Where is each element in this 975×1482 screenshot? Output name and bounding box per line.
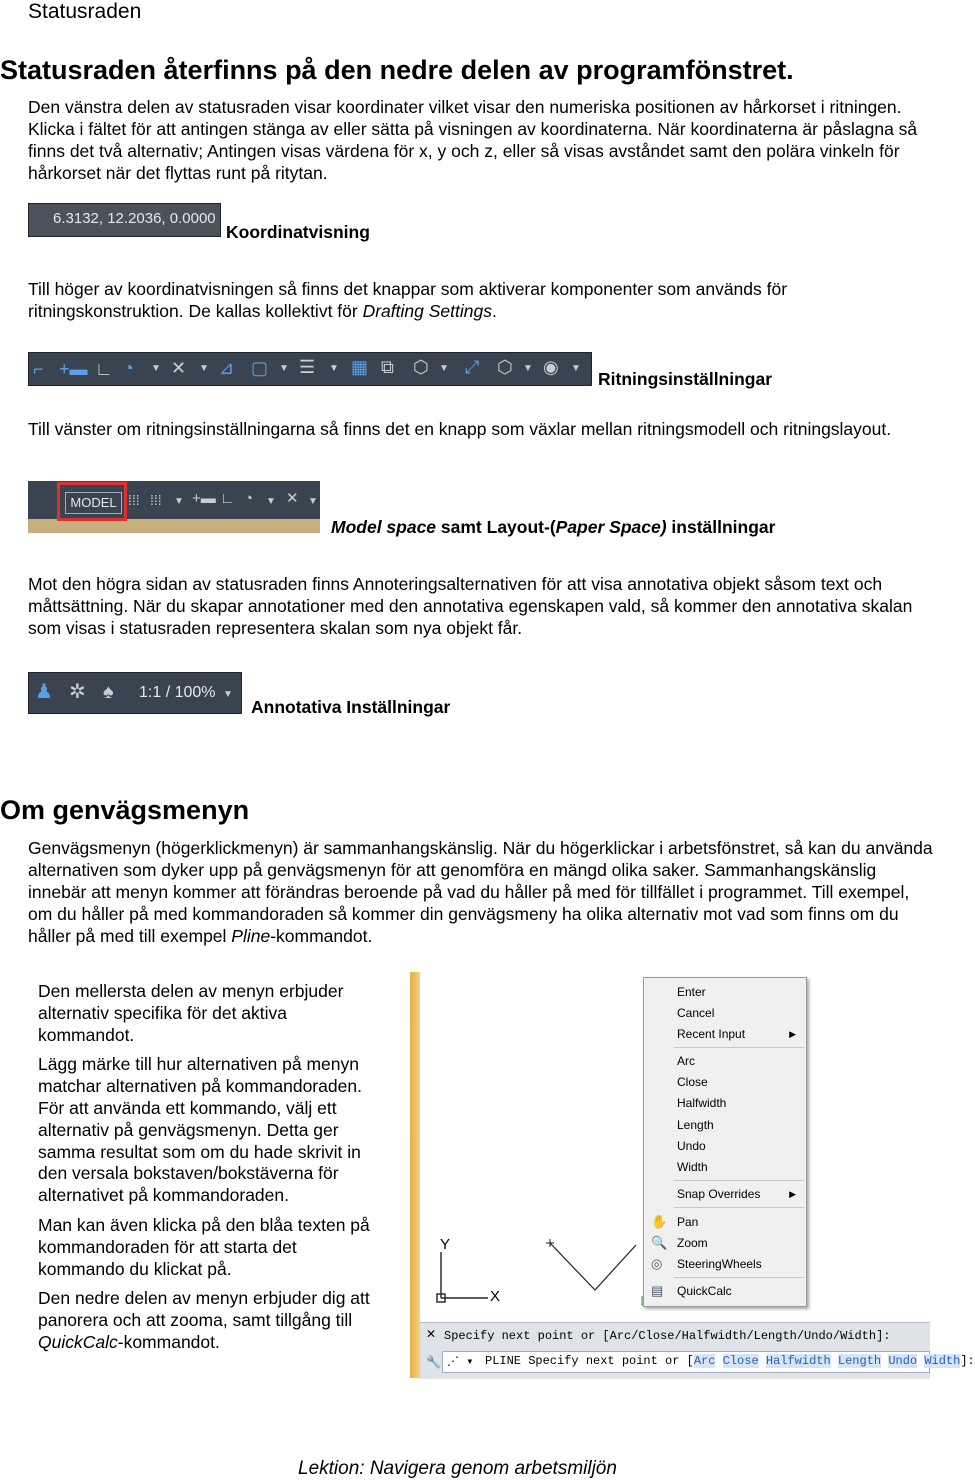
model-button[interactable] — [57, 482, 127, 521]
command-option-width[interactable]: Width — [924, 1354, 961, 1368]
object-snap-tracking-icon[interactable]: ✕ — [171, 358, 187, 378]
menu-item-snap-overrides[interactable]: Snap Overrides — [677, 1187, 761, 1201]
menu-separator — [674, 1277, 804, 1278]
selection-cycling-icon[interactable]: ⧉ — [381, 357, 394, 377]
snap-mode-icon[interactable]: +▬ — [59, 359, 88, 379]
isometric-icon[interactable]: ⬡ — [497, 357, 513, 377]
wrench-icon[interactable]: 🔧 — [426, 1355, 441, 1369]
transparency-icon[interactable]: ▦ — [351, 357, 369, 377]
axis-x-label: X — [490, 1288, 501, 1305]
side-notes: Den mellersta delen av menyn erbjuder alternativ specifika för det aktiva kommandot. Lägg märke till hur alternativen på menyn matchar alternativen på kommandoraden. För att använda ett kommando, välj ett alternativ på genvägsmenyn. Detta ger samma resultat som om du hade skrivit in den versala bokstaven/bokstäverna för alternativet på kommandoraden. Man kan även klicka på den blåa texten på kommandoraden för att starta det kommando du klickat på. Den nedre delen av menyn erbjuder dig att panorera och att zooma, samt tillgång till QuickCalc-kommandot. — [38, 981, 370, 1352]
chevron-down-icon[interactable]: ▼ — [223, 689, 233, 700]
object-snap-tracking-icon[interactable]: ✕ — [286, 490, 299, 507]
command-line[interactable] — [420, 1322, 975, 1379]
axis-y-label: Y — [440, 1236, 451, 1253]
pan-icon: ✋ — [651, 1214, 668, 1229]
drafting-settings-toolbar — [28, 352, 592, 386]
chevron-down-icon[interactable]: ▼ — [279, 363, 289, 374]
paragraph-coordinates: Den vänstra delen av statusraden visar koordinater vilket visar den numeriska positionen av hårkorset i ritningen. Klicka i fältet för att antingen stänga av eller sätta på visningen av koordinaterna. När koordinaterna är påslagna så finns det två alternativ; Antingen visas värdena för x, y och z, eller så visas avståndet samt den polära vinkeln för hårkorset när det flyttas runt på ritytan. — [28, 97, 918, 183]
lineweight-icon[interactable]: ☰ — [299, 357, 316, 377]
menu-item-length[interactable]: Length — [677, 1118, 714, 1132]
menu-item-quickcalc[interactable]: QuickCalc — [677, 1284, 732, 1298]
menu-item-halfwidth[interactable]: Halfwidth — [677, 1096, 727, 1110]
paragraph-annotation: Mot den högra sidan av statusraden finns Annoteringsalternativen för att visa annotativa objekt såsom text och måttsättning. När du skapar annotationer med den annotativa egenskapen vald, så kommer den annotativa skalan som visas i statusraden representera skalan som nya objekt får. — [28, 574, 913, 638]
menu-item-arc[interactable]: Arc — [677, 1054, 695, 1068]
command-input[interactable] — [442, 1351, 975, 1373]
grid-icon[interactable]: ⁞⁞⁞ — [128, 492, 140, 508]
menu-item-undo[interactable]: Undo — [677, 1139, 706, 1153]
ortho-mode-icon[interactable]: ∟ — [95, 359, 113, 379]
command-option-close[interactable]: Close — [722, 1354, 759, 1368]
close-icon[interactable]: ✕ — [426, 1327, 437, 1341]
page-header: Statusraden — [28, 0, 142, 23]
auto-scale-icon[interactable]: ✲ — [69, 681, 86, 703]
steering-wheels-icon: ◎ — [651, 1256, 663, 1271]
menu-item-enter[interactable]: Enter — [677, 985, 706, 999]
command-option-halfwidth[interactable]: Halfwidth — [765, 1354, 831, 1368]
menu-separator — [674, 1207, 804, 1208]
chevron-down-icon[interactable]: ▼ — [329, 363, 339, 374]
annotation-toolbar — [28, 672, 242, 714]
menu-item-pan[interactable]: Pan — [677, 1215, 699, 1229]
infer-constraints-icon[interactable]: ⌐ — [33, 359, 44, 379]
menu-item-width[interactable]: Width — [677, 1160, 708, 1174]
snap-mode-icon[interactable]: +▬ — [192, 490, 216, 507]
section-heading-genvagsmenyn: Om genvägsmenyn — [0, 795, 250, 825]
menu-item-steeringwheels[interactable]: SteeringWheels — [677, 1257, 762, 1271]
annotation-visibility-icon[interactable]: ♟ — [35, 681, 53, 703]
ortho-mode-icon[interactable]: ∟ — [220, 490, 235, 507]
chevron-down-icon[interactable]: ▼ — [151, 363, 161, 374]
menu-item-close[interactable]: Close — [677, 1075, 708, 1089]
chevron-down-icon[interactable]: ▼ — [266, 496, 276, 507]
command-prompt-icon: ⋰ ▾ — [447, 1355, 474, 1369]
command-prompt-text: PLINE Specify next point or [Arc Close Halfwidth Length Undo Width]: — [485, 1354, 975, 1368]
gizmo-icon[interactable]: ◉ — [543, 357, 559, 377]
command-option-undo[interactable]: Undo — [888, 1354, 918, 1368]
chevron-down-icon[interactable]: ▼ — [174, 496, 184, 507]
page-footer: Lektion: Navigera genom arbetsmiljön — [298, 1458, 617, 1479]
caption-annotation: Annotativa Inställningar — [251, 697, 451, 717]
command-option-arc[interactable]: Arc — [693, 1354, 716, 1368]
menu-separator — [674, 1180, 804, 1181]
command-option-length[interactable]: Length — [837, 1354, 882, 1368]
caption-model-layout: Model space samt Layout-(Paper Space) inställningar — [331, 517, 776, 537]
annotation-scale-icon[interactable]: ♠ — [103, 681, 114, 703]
caption-drafting-settings: Ritningsinställningar — [598, 369, 773, 389]
polar-tracking-icon[interactable]: ◔ — [123, 358, 134, 378]
submenu-arrow-icon: ▶ — [789, 1189, 796, 1199]
polar-tracking-icon[interactable]: ◔ — [244, 490, 254, 507]
menu-item-recent-input[interactable]: Recent Input — [677, 1027, 746, 1041]
dynamic-ucs-icon[interactable]: ⊿ — [219, 358, 235, 378]
paragraph-drafting-settings: Till höger av koordinatvisningen så finns det knappar som aktiverar komponenter som används för ritningskonstruktion. De kallas kollektivt för Drafting Settings. — [28, 279, 788, 321]
chevron-down-icon[interactable]: ▼ — [199, 363, 209, 374]
section-heading-statusraden: Statusraden återfinns på den nedre delen av programfönstret. — [0, 55, 794, 85]
menu-separator — [674, 1047, 804, 1048]
chevron-down-icon[interactable]: ▼ — [308, 496, 318, 507]
paragraph-shortcut-menu: Genvägsmenyn (högerklickmenyn) är sammanhangskänslig. När du högerklickar i arbetsfönstret, så kan du använda alternativen som dyker upp på genvägsmenyn för att genomföra en mängd olika saker. Sammanhangskänslig innebär att menyn kommer att förändras beroende på vad du håller på med för tillfället i programmet. Till exempel, om du håller på med kommandoraden så kommer din genvägsmeny ha olika alternativ mot vad som finns om du håller på med till exempel Pline-kommandot. — [28, 838, 933, 946]
annotation-scale-value[interactable]: 1:1 / 100% — [139, 684, 216, 701]
caption-coordinates: Koordinatvisning — [226, 222, 370, 242]
chevron-down-icon[interactable]: ▼ — [523, 363, 533, 374]
zoom-icon: 🔍 — [651, 1235, 668, 1250]
window-edge — [410, 972, 420, 1378]
menu-item-cancel[interactable]: Cancel — [677, 1006, 715, 1020]
ucs-icon — [437, 1252, 488, 1302]
grid-display-icon[interactable]: ⁞⁞⁞ — [150, 492, 162, 508]
menu-item-zoom[interactable]: Zoom — [677, 1236, 708, 1250]
calculator-icon: ▤ — [651, 1283, 664, 1298]
paragraph-model-layout: Till vänster om ritningsinställningarna så finns det en knapp som växlar mellan ritningsmodell och ritningslayout. — [28, 419, 892, 439]
coordinate-display[interactable] — [28, 203, 221, 237]
polyline-segment — [550, 1243, 636, 1290]
context-menu — [643, 977, 807, 1307]
command-history-line: Specify next point or [Arc/Close/Halfwidth/Length/Undo/Width]: — [444, 1329, 891, 1343]
chevron-down-icon[interactable]: ▼ — [439, 363, 449, 374]
3d-object-snap-icon[interactable]: ⬡ — [413, 357, 429, 377]
object-snap-icon[interactable]: ▢ — [251, 358, 269, 378]
dynamic-input-icon[interactable]: ⤢ — [465, 357, 480, 377]
model-toolbar-image — [28, 481, 320, 533]
submenu-arrow-icon: ▶ — [789, 1029, 796, 1039]
model-button-label: MODEL — [65, 492, 122, 514]
coordinate-value: 6.3132, 12.2036, 0.0000 — [53, 210, 216, 227]
chevron-down-icon[interactable]: ▼ — [571, 363, 581, 374]
polyline-drawing — [430, 1222, 663, 1332]
